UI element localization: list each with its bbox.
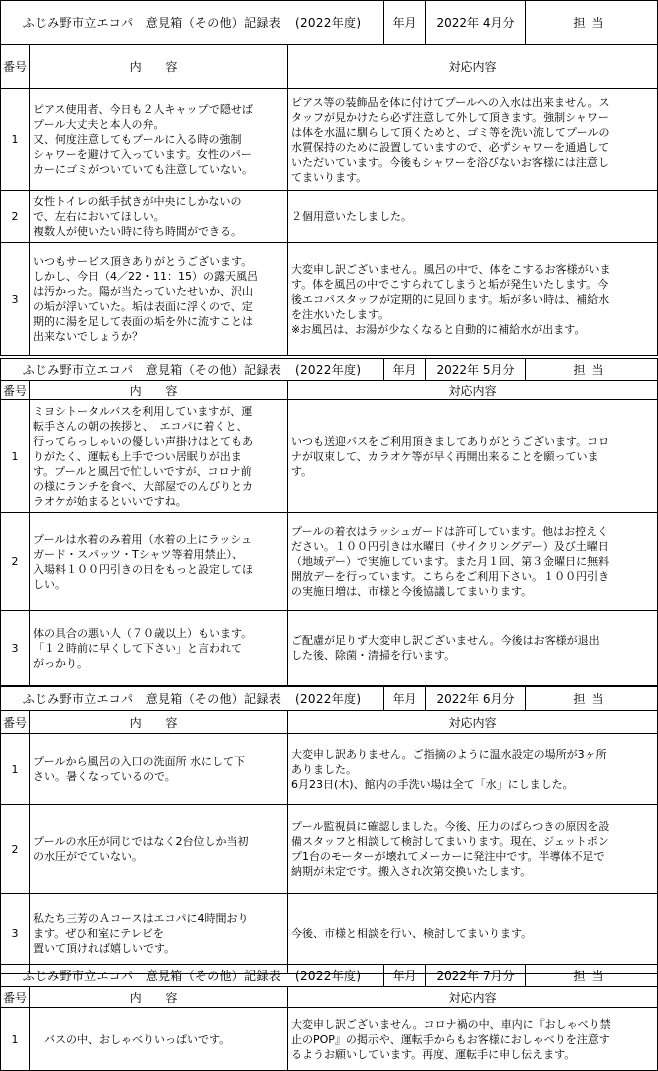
row-number: 1	[11, 762, 19, 776]
column-content: 内 容	[29, 381, 287, 399]
opinion-text: 女性トイレの紙手拭きが中央にしかないの で、左右においてほしい。 複数人が使いたい時に待ち時間ができる。	[33, 195, 242, 238]
opinion-content	[29, 513, 287, 610]
column-header	[0, 986, 658, 1008]
column-header	[0, 710, 658, 734]
response-text: 大変申し訳ございません。コロナ禍の中、車内に『おしゃべり禁 止のPOP』の掲示や、運転手からもお客様におしゃべりを注意す るようお願いしています。再度、運転手に申し伝えます。	[291, 1017, 611, 1061]
response-text: 大変申し訳ございません。風呂の中で、体をこするお客様がいま す。体を風呂の中でこすられてしまうと垢が発生いたします。今 後エコパスタッフが定期的に見回ります。垢が多い時は、補給水 を注水いたします。 ※お風呂は、お湯が少なくなると自動的に補給水が出ます。	[291, 262, 611, 336]
opinion-text: ミヨシトータルバスを利用していますが、運 転手さんの朝の挨拶と、 エコパに着くと、 行ってらっしゃいの優しい声掛けはとてもあ りがたく、運転も上手でつい居眠りが出ま す。プールと風呂で忙しいですが、コロナ前 の様にランチを食べ、大部屋でのんびりとカ ラオケが始まるといいですね。	[33, 404, 253, 508]
response-text: 今後、市様と相談を行い、検討してまいります。	[291, 927, 533, 940]
column-number: 番号	[2, 60, 27, 74]
section-header	[0, 686, 658, 710]
column-response: 対応内容	[287, 987, 657, 1007]
column-number: 番号	[2, 715, 27, 730]
sheet-title-text: ふじみ野市立エコパ 意見箱（その他）記録表	[22, 692, 281, 706]
response-text: ご配慮が足りず大変申し訳ございません。今後はお客様が退出 した後、除菌・清掃を行います。	[291, 634, 600, 662]
column-response: 対応内容	[287, 381, 657, 399]
column-number: 番号	[2, 990, 27, 1005]
column-header	[0, 44, 658, 89]
opinion-text: バスの中、おしゃべりいっぱいです。	[33, 1032, 231, 1046]
table-row	[0, 1008, 658, 1071]
response-content	[287, 1008, 657, 1070]
sheet-year: (2022年度)	[295, 969, 362, 983]
response-content	[287, 400, 657, 512]
opinion-content	[29, 89, 287, 190]
table-row	[0, 400, 658, 513]
column-response: 対応内容	[287, 711, 657, 733]
table-row	[0, 243, 658, 356]
column-response: 対応内容	[287, 45, 657, 88]
row-number: 2	[11, 842, 19, 856]
response-text: ピアス等の装飾品を体に付けてプールへの入水は出来ません。ス タッフが見かけたら必ず注意して外して頂きます。強制シャワー は体を水温に馴らして頂くためと、ゴミ等を洗い流してプールの 水質保持のために設置していますので、必ずシャワーを通過して いただいています。今後もシャワーを浴びないお客様には注意し てまいります。	[291, 95, 610, 184]
year-month-label: 年月	[383, 1, 425, 44]
month-value: 2022年 5月分	[425, 359, 525, 380]
row-number: 1	[11, 133, 19, 146]
row-number: 2	[11, 555, 19, 568]
response-text: ２個用意いたしました。	[291, 210, 412, 223]
response-text: プール監視員に確認しました。今後、圧力のばらつきの原因を設 備スタッフと相談して検討してまいります。現在、ジェットポン プ1台のモーターが壊れてメーカーに発注中です。半導体不足で 納期が未定です。搬入され次第交換いたします。	[291, 820, 610, 878]
sheet-title	[1, 1, 383, 44]
sheet-year: (2022年度)	[295, 363, 362, 377]
section-header	[0, 0, 658, 44]
sheet-title	[1, 359, 383, 380]
opinion-text: プールは水着のみ着用（水着の上にラッシュ ガード・スパッツ・Tシャツ等着用禁止）、 入場料１００円引きの日をもっと設定してほ しい。	[33, 532, 253, 591]
staff-label: 担当	[525, 359, 657, 380]
opinion-content	[29, 400, 287, 512]
opinion-content	[29, 1008, 287, 1070]
table-row	[0, 894, 658, 974]
table-row	[0, 805, 658, 894]
row-number: 3	[11, 927, 19, 940]
response-content	[287, 89, 657, 190]
sheet-title-text: ふじみ野市立エコパ 意見箱（その他）記録表	[22, 363, 281, 377]
opinion-text: 私たち三芳のＡコースはエコパに4時間おり ます。ぜひ和室にテレビを 置いて頂ければ嬉しいです。	[33, 912, 249, 955]
response-content	[287, 894, 657, 973]
table-row	[0, 89, 658, 191]
opinion-text: プールから風呂の入口の洗面所 水にして下 さい。暑くなっているので。	[33, 755, 245, 783]
column-content: 内 容	[29, 987, 287, 1007]
sheet-year: (2022年度)	[295, 16, 362, 30]
year-month-label: 年月	[383, 965, 425, 986]
column-content: 内 容	[29, 711, 287, 733]
month-value: 2022年 4月分	[425, 1, 525, 44]
response-content	[287, 734, 657, 804]
column-content: 内 容	[29, 45, 287, 88]
row-number: 2	[11, 210, 19, 223]
sheet-title	[1, 687, 383, 710]
response-content	[287, 513, 657, 610]
column-header	[0, 380, 658, 400]
response-content	[287, 191, 657, 242]
opinion-text: プールの水圧が同じではなく2台位しか当初 の水圧がでていない。	[33, 835, 249, 863]
table-row	[0, 734, 658, 805]
column-number: 番号	[2, 383, 27, 398]
row-number: 1	[11, 449, 19, 463]
staff-label: 担当	[525, 965, 657, 986]
opinion-content	[29, 243, 287, 355]
response-content	[287, 243, 657, 355]
table-row	[0, 513, 658, 611]
opinion-text: ピアス使用者、今日も２人キャップで隠せば プール大丈夫と本人の弁。 又、何度注意してもプールに入る時の強制 シャワーを避けて入っています。女性のパー カーにゴミがついていても注意していない。	[33, 103, 253, 176]
opinion-content	[29, 894, 287, 973]
opinion-content	[29, 734, 287, 804]
response-text: いつも送迎バスをご利用頂きましてありがとうございます。コロ ナが収束して、カラオケ等が早く再開出来ることを願っていま す。	[291, 434, 610, 478]
sheet-title	[1, 965, 383, 986]
year-month-label: 年月	[383, 687, 425, 710]
sheet-title-text: ふじみ野市立エコパ 意見箱（その他）記録表	[22, 16, 281, 30]
opinion-text: 体の具合の悪い人（７０歳以上）もいます。 「１２時前に早くして下さい」と言われて がっかり。	[33, 626, 253, 670]
opinion-content	[29, 805, 287, 893]
opinion-content	[29, 191, 287, 242]
response-content	[287, 611, 657, 685]
section-header	[0, 358, 658, 380]
month-value: 2022年 7月分	[425, 965, 525, 986]
response-content	[287, 805, 657, 893]
section-header	[0, 964, 658, 986]
row-number: 3	[11, 641, 19, 655]
response-text: プールの着衣はラッシュガードは許可しています。他はお控えく ださい。１００円引きは水曜日（サイクリングデー）及び土曜日 （地域デー）で実施しています。また月１回、第３金曜日に無料 開放デーを行っています。こちらをご利用下さい。１００円引き の実施日増は、市様と今後協議してまいります。	[291, 525, 610, 598]
staff-label: 担当	[525, 687, 657, 710]
table-row	[0, 611, 658, 686]
month-value: 2022年 6月分	[425, 687, 525, 710]
sheet-title-text: ふじみ野市立エコパ 意見箱（その他）記録表	[22, 969, 281, 983]
opinion-text: いつもサービス頂きありがとうございます。 しかし、今日（4／22・11：15）の露天風呂 は汚かった。陽が当たっていたせいか、沢山 の垢が浮いていた。垢は表面に浮くので、定 期的に湯を足して表面の垢を外に流すことは 出来ないでしょうか？	[33, 255, 258, 343]
sheet-year: (2022年度)	[295, 692, 362, 706]
year-month-label: 年月	[383, 359, 425, 380]
table-row	[0, 191, 658, 243]
staff-label: 担当	[525, 1, 657, 44]
response-text: 大変申し訳ありません。ご指摘のように温水設定の場所が3ヶ所 ありました。 6月23日(木)、館内の手洗い場は全て「水」にしました。	[291, 747, 607, 791]
opinion-content	[29, 611, 287, 685]
row-number: 1	[11, 1032, 19, 1046]
row-number: 3	[11, 292, 19, 306]
